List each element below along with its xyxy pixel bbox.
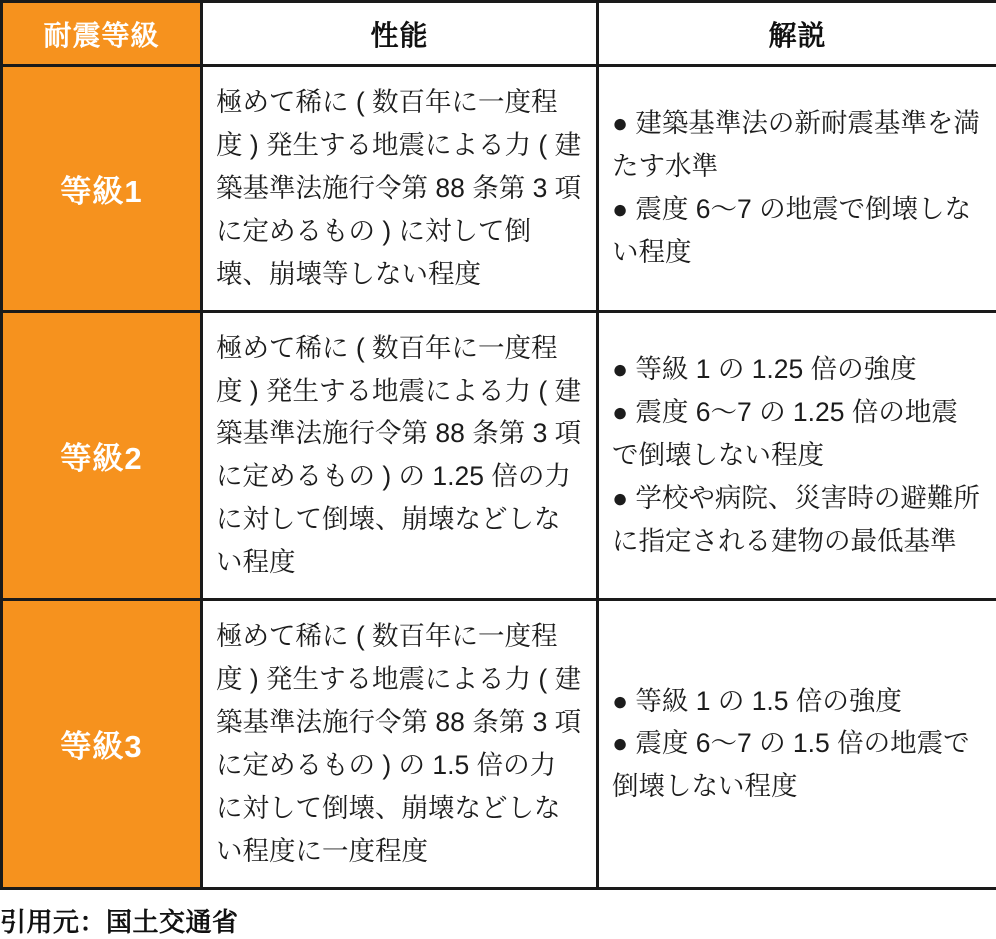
performance-cell-1 (202, 66, 598, 312)
performance-text: 極めて稀に ( 数百年に一度程度 ) 発生する地震による力 ( 建築基準法施行令第 88 条第 3 項に定めるもの ) の 1.5 倍の力に対して倒壊、崩壊などしない程度に一度程度 (216, 615, 582, 873)
performance-text: 極めて稀に ( 数百年に一度程度 ) 発生する地震による力 ( 建築基準法施行令第 88 条第 3 項に定めるもの ) の 1.25 倍の力に対して倒壊、崩壊などしない程度 (216, 327, 582, 585)
performance-text: 極めて稀に ( 数百年に一度程度 ) 発生する地震による力 ( 建築基準法施行令第 88 条第 3 項に定めるもの ) に対して倒壊、崩壊等しない程度 (216, 81, 582, 296)
explanation-bullet: ● 等級 1 の 1.5 倍の強度 (612, 680, 982, 723)
header-explanation: 解説 (598, 2, 996, 66)
explanation-cell-2 (598, 311, 996, 600)
grade-label-1: 等級1 (2, 66, 202, 312)
performance-cell-2 (202, 311, 598, 600)
explanation-cell-3 (598, 600, 996, 889)
explanation-bullet: ● 震度 6〜7 の 1.5 倍の地震で倒壊しない程度 (612, 722, 982, 808)
explanation-bullet: ● 建築基準法の新耐震基準を満たす水準 (612, 102, 982, 188)
table-row-grade-2 (2, 311, 996, 600)
table-row-grade-3 (2, 600, 996, 889)
explanation-bullet: ● 等級 1 の 1.25 倍の強度 (612, 348, 982, 391)
source-citation: 引用元：国土交通省 (0, 902, 996, 939)
explanation-cell-1 (598, 66, 996, 312)
explanation-bullet: ● 学校や病院、災害時の避難所に指定される建物の最低基準 (612, 477, 982, 563)
explanation-bullet: ● 震度 6〜7 の地震で倒壊しない程度 (612, 188, 982, 274)
header-grade: 耐震等級 (2, 2, 202, 66)
header-performance: 性能 (202, 2, 598, 66)
performance-cell-3 (202, 600, 598, 889)
grade-label-3: 等級3 (2, 600, 202, 889)
grade-label-2: 等級2 (2, 311, 202, 600)
explanation-bullet: ● 震度 6〜7 の 1.25 倍の地震で倒壊しない程度 (612, 391, 982, 477)
table-row-grade-1 (2, 66, 996, 312)
table-header-row (2, 2, 996, 66)
